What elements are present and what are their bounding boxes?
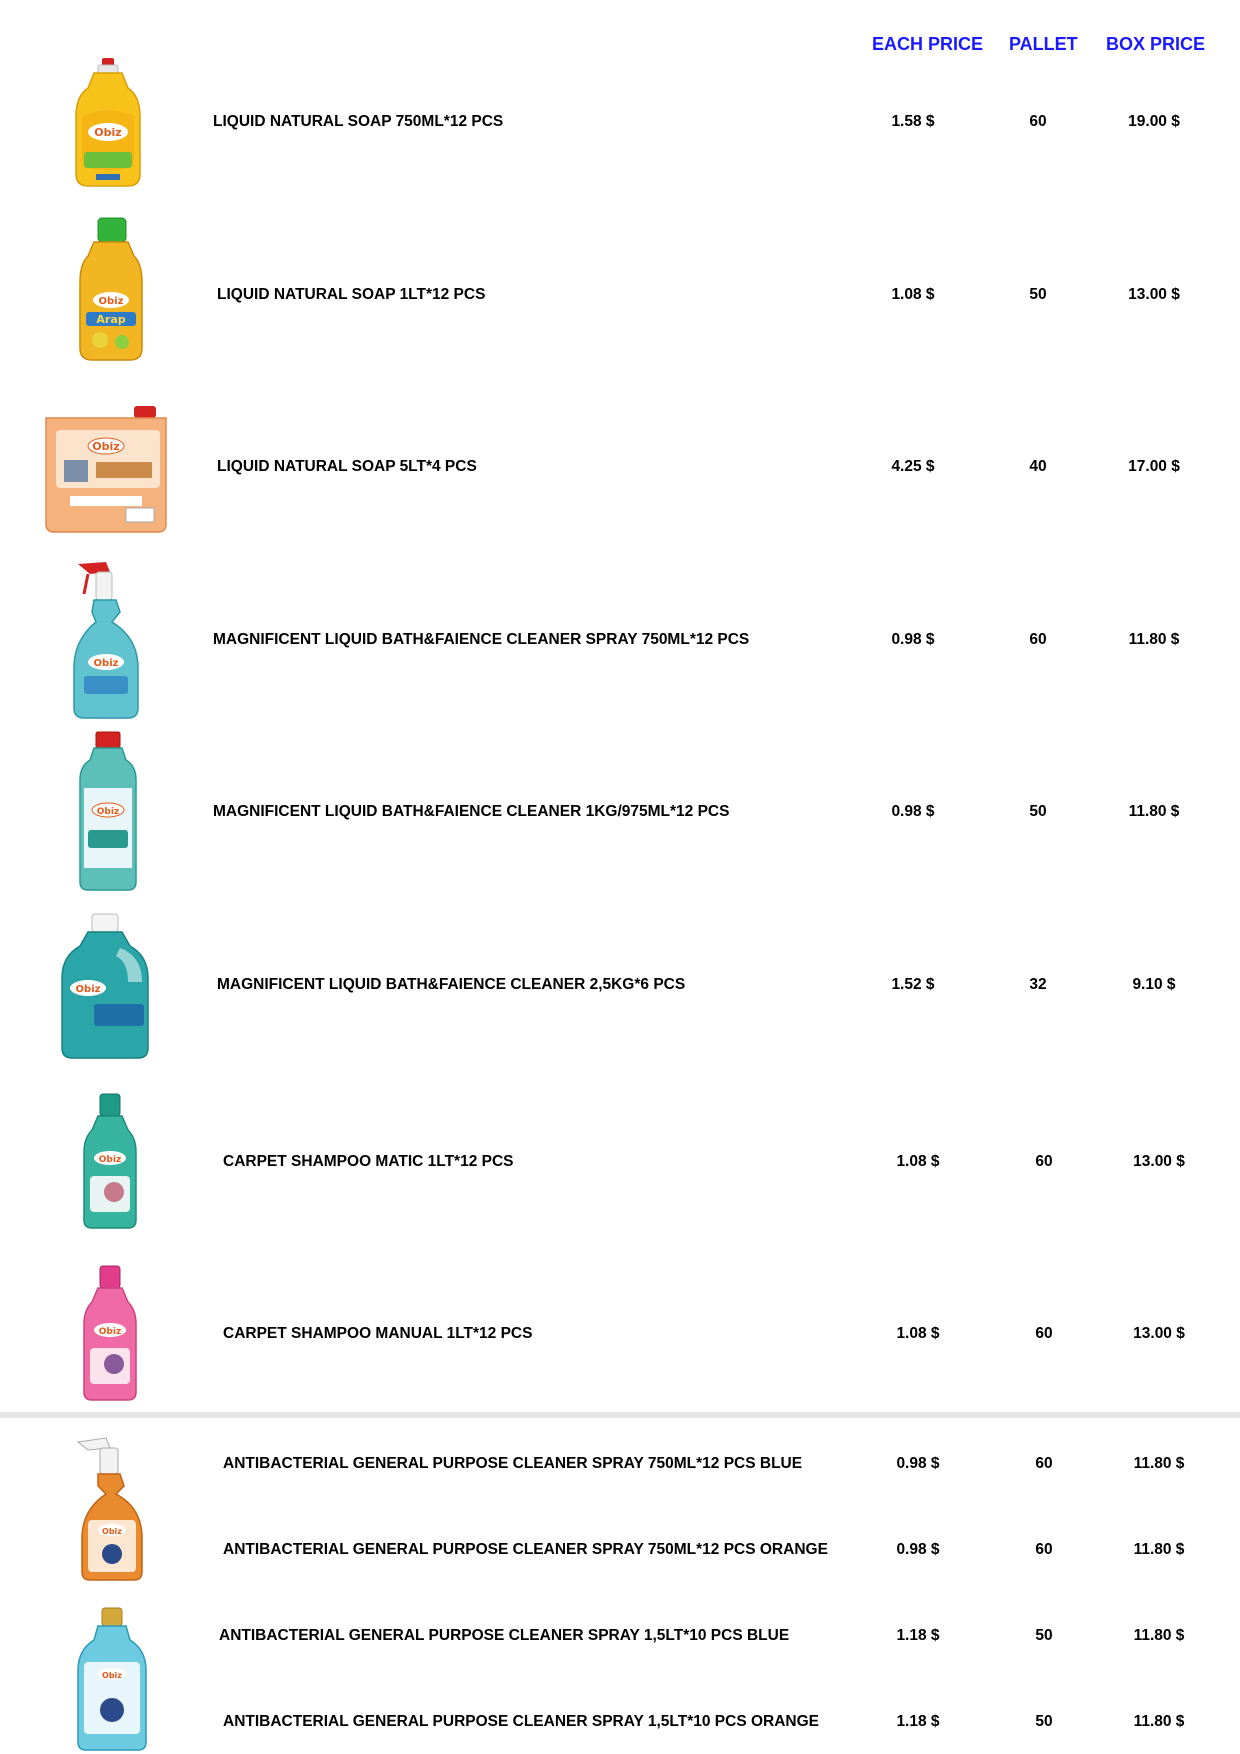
product-name: CARPET SHAMPOO MATIC 1LT*12 PCS: [223, 1153, 514, 1170]
box-price: 19.00 $: [1128, 113, 1180, 130]
header-each-price: EACH PRICE: [872, 34, 984, 54]
green-cap-soap-bottle-icon: [76, 216, 146, 364]
product-name: MAGNIFICENT LIQUID BATH&FAIENCE CLEANER SPRAY 750ML*12 PCS: [213, 631, 750, 648]
brand-logo: Obiz: [98, 1155, 122, 1165]
pallet-count: 60: [1029, 631, 1047, 648]
product-name: MAGNIFICENT LIQUID BATH&FAIENCE CLEANER 1KG/975ML*12 PCS: [213, 803, 730, 820]
pallet-count: 50: [1029, 803, 1047, 820]
box-price: 9.10 $: [1132, 976, 1176, 993]
each-price: 1.18 $: [896, 1627, 940, 1644]
brand-logo: Obiz: [98, 1327, 122, 1337]
each-price: 0.98 $: [896, 1541, 940, 1558]
header-pallet: PALLET: [1009, 34, 1078, 54]
box-price: 11.80 $: [1128, 631, 1180, 648]
pallet-count: 32: [1029, 976, 1047, 993]
header-box-price: BOX PRICE: [1106, 34, 1206, 54]
soap-canister-icon: [40, 404, 172, 536]
product-name: LIQUID NATURAL SOAP 1LT*12 PCS: [217, 286, 486, 303]
pallet-count: 60: [1035, 1153, 1053, 1170]
pallet-count: 60: [1029, 113, 1047, 130]
yellow-soap-bottle-icon: [68, 56, 148, 192]
box-price: 11.80 $: [1133, 1541, 1185, 1558]
product-name: ANTIBACTERIAL GENERAL PURPOSE CLEANER SPRAY 1,5LT*10 PCS BLUE: [219, 1627, 790, 1644]
each-price: 1.58 $: [891, 113, 935, 130]
each-price: 0.98 $: [891, 803, 935, 820]
product-label: Arap: [96, 313, 126, 326]
box-price: 13.00 $: [1133, 1153, 1185, 1170]
pallet-count: 40: [1029, 458, 1047, 475]
blue-cleaner-bottle-icon: [72, 1606, 152, 1752]
product-name: LIQUID NATURAL SOAP 5LT*4 PCS: [217, 458, 477, 475]
pallet-count: 50: [1029, 286, 1047, 303]
pallet-count: 50: [1035, 1713, 1053, 1730]
product-name: CARPET SHAMPOO MANUAL 1LT*12 PCS: [223, 1325, 533, 1342]
pink-shampoo-bottle-icon: [80, 1264, 140, 1404]
brand-logo: Obiz: [98, 296, 124, 307]
each-price: 0.98 $: [891, 631, 935, 648]
product-name: MAGNIFICENT LIQUID BATH&FAIENCE CLEANER 2,5KG*6 PCS: [217, 976, 686, 993]
box-price: 13.00 $: [1128, 286, 1180, 303]
box-price: 17.00 $: [1128, 458, 1180, 475]
product-name: ANTIBACTERIAL GENERAL PURPOSE CLEANER SPRAY 750ML*12 PCS BLUE: [223, 1455, 803, 1472]
each-price: 4.25 $: [891, 458, 935, 475]
box-price: 11.80 $: [1133, 1713, 1185, 1730]
spray-bottle-icon: [66, 558, 148, 722]
each-price: 1.08 $: [896, 1153, 940, 1170]
brand-logo: Obiz: [102, 1527, 122, 1536]
each-price: 1.08 $: [891, 286, 935, 303]
each-price: 1.08 $: [896, 1325, 940, 1342]
brand-logo: Obiz: [94, 126, 122, 139]
cleaner-jug-icon: [58, 912, 152, 1062]
brand-logo: Obiz: [75, 984, 101, 995]
pallet-count: 60: [1035, 1455, 1053, 1472]
pallet-count: 60: [1035, 1325, 1053, 1342]
box-price: 11.80 $: [1128, 803, 1180, 820]
box-price: 11.80 $: [1133, 1627, 1185, 1644]
each-price: 1.52 $: [891, 976, 935, 993]
each-price: 1.18 $: [896, 1713, 940, 1730]
brand-logo: Obiz: [96, 807, 120, 817]
orange-spray-bottle-icon: [72, 1434, 152, 1584]
cleaner-bottle-icon: [76, 730, 140, 894]
pallet-count: 60: [1035, 1541, 1053, 1558]
brand-logo: Obiz: [93, 658, 119, 669]
box-price: 13.00 $: [1133, 1325, 1185, 1342]
product-name: ANTIBACTERIAL GENERAL PURPOSE CLEANER SPRAY 1,5LT*10 PCS ORANGE: [223, 1713, 820, 1730]
each-price: 0.98 $: [896, 1455, 940, 1472]
teal-shampoo-bottle-icon: [80, 1092, 140, 1232]
box-price: 11.80 $: [1133, 1455, 1185, 1472]
pallet-count: 50: [1035, 1627, 1053, 1644]
brand-logo: Obiz: [102, 1671, 122, 1680]
brand-logo: Obiz: [92, 440, 120, 453]
product-name: ANTIBACTERIAL GENERAL PURPOSE CLEANER SPRAY 750ML*12 PCS ORANGE: [223, 1541, 828, 1558]
section-divider: [0, 1412, 1240, 1418]
product-name: LIQUID NATURAL SOAP 750ML*12 PCS: [213, 113, 504, 130]
